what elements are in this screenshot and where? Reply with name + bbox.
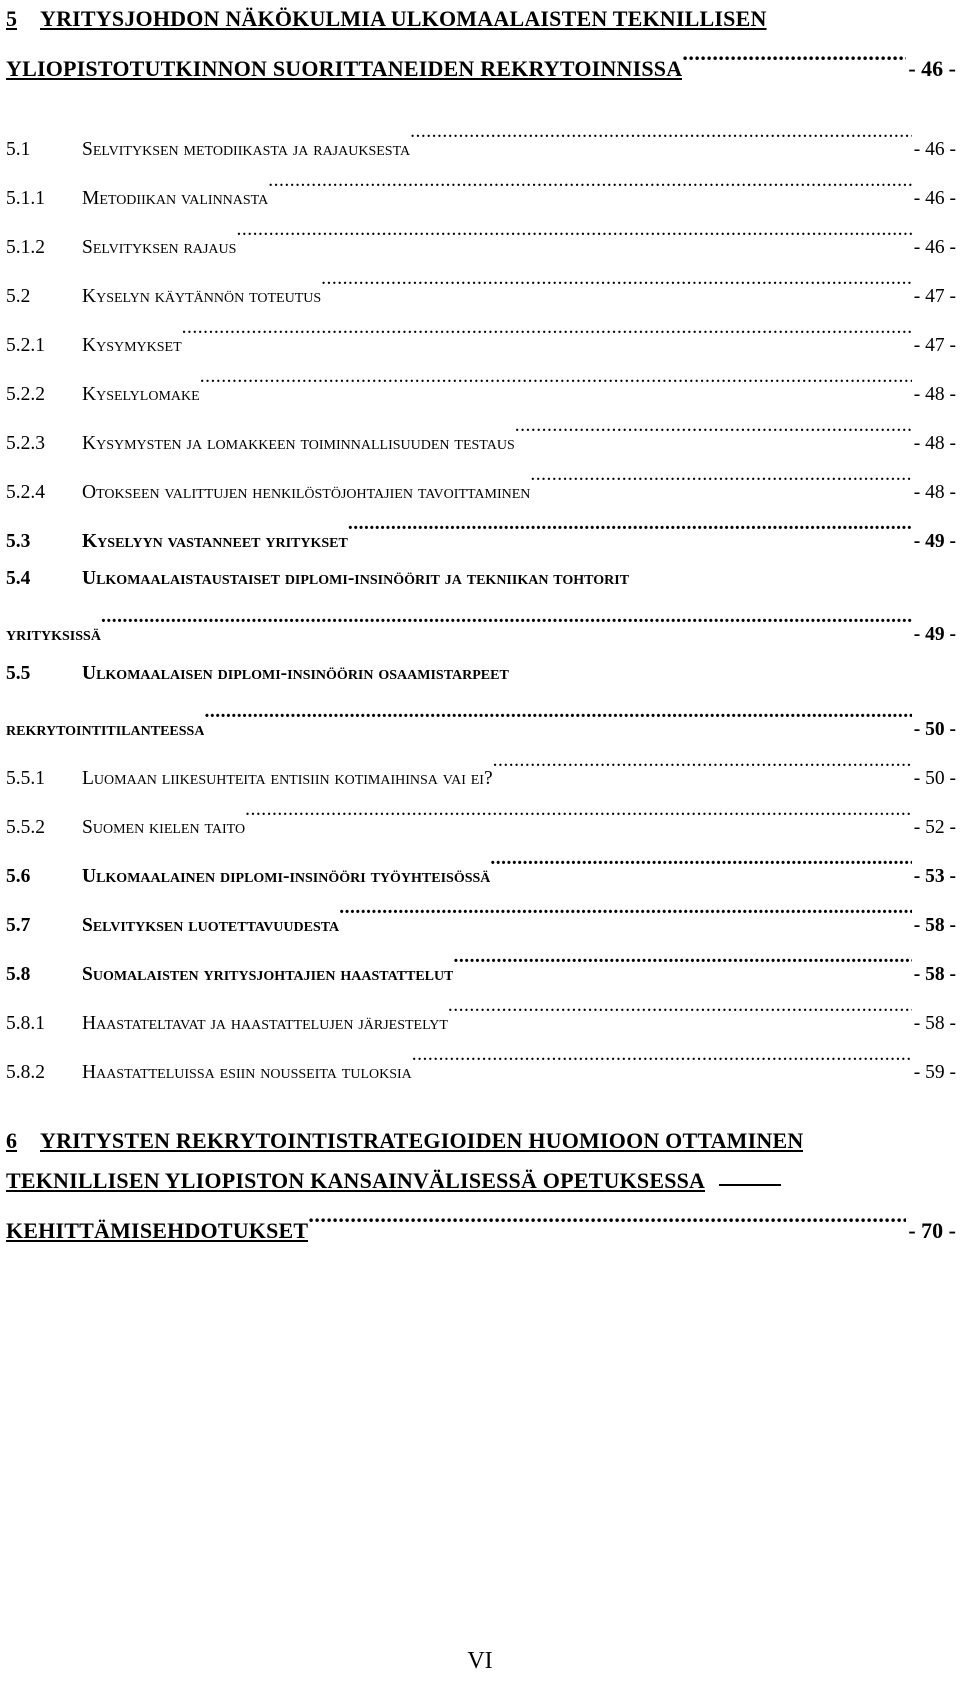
toc-entry-number: 5.7	[6, 915, 31, 936]
toc-entry-number: 5.1.1	[6, 188, 45, 209]
toc-entry-title: Ulkomaalainen diplomi-insinööri työyhteisössä	[82, 866, 491, 887]
toc-chapter-6-line3[interactable]	[6, 1204, 956, 1243]
toc-leader	[236, 219, 911, 253]
toc-entry-5-2-1[interactable]	[6, 317, 956, 356]
toc-entry-5-1-2[interactable]	[6, 219, 956, 258]
toc-entry-title: Kysymysten ja lomakkeen toiminnallisuuden testaus	[82, 433, 515, 454]
toc-entry-title-line1: Ulkomaalaisen diplomi-insinöörin osaamistarpeet	[82, 663, 509, 684]
toc-entry-page: - 47 -	[913, 286, 956, 307]
toc-entry-title: Suomalaisten yritysjohtajien haastattelut	[82, 964, 454, 985]
toc-entry-page: - 49 -	[913, 531, 956, 552]
toc-entry-title: Otokseen valittujen henkilöstöjohtajien tavoittaminen	[82, 482, 531, 503]
toc-entry-5-6[interactable]	[6, 848, 956, 887]
toc-entry-5-2-2[interactable]	[6, 366, 956, 405]
toc-entry-title: Kyselyyn vastanneet yritykset	[82, 531, 348, 552]
toc-leader	[493, 750, 912, 784]
toc-entry-title-line1: Ulkomaalaistaustaiset diplomi-insinöörit ja tekniikan tohtorit	[82, 568, 630, 589]
toc-chapter-6-title-line1: YRITYSTEN REKRYTOINTISTRATEGIOIDEN HUOMIOON OTTAMINEN	[40, 1128, 804, 1153]
toc-chapter-6-page: - 70 -	[908, 1218, 956, 1243]
toc-entry-5-2-4[interactable]	[6, 464, 956, 503]
page-number: VI	[467, 1648, 493, 1674]
toc-entry-page: - 50 -	[913, 719, 956, 740]
toc-entry-page: - 58 -	[913, 1013, 956, 1034]
toc-chapter-5-title-line2: YLIOPISTOTUTKINNON SUORITTANEIDEN REKRYTOINNISSA	[6, 56, 683, 81]
toc-leader	[530, 464, 911, 498]
toc-chapter-6-line2[interactable]	[6, 1164, 956, 1198]
toc-entry-number: 5.2	[6, 286, 31, 307]
toc-entry-number: 5.1.2	[6, 237, 45, 258]
toc-chapter-5-title-line1: YRITYSJOHDON NÄKÖKULMIA ULKOMAALAISTEN TEKNILLISEN	[40, 6, 767, 31]
toc-leader	[448, 995, 912, 1029]
toc-leader	[453, 946, 911, 980]
dash-separator	[719, 1184, 781, 1186]
toc-entry-5-4-line2[interactable]	[6, 606, 956, 645]
toc-entry-title: Haastateltavat ja haastattelujen järjestelyt	[82, 1013, 448, 1034]
toc-chapter-5-page: - 46 -	[908, 56, 956, 81]
toc-leader	[348, 513, 912, 547]
toc-entry-number: 5.4	[6, 568, 31, 589]
toc-entry-number: 5.5.2	[6, 817, 45, 838]
toc-leader	[321, 268, 912, 302]
toc-entry-title: Kyselylomake	[82, 384, 200, 405]
toc-entry-5-5-line2[interactable]	[6, 701, 956, 740]
toc-entry-number: 5.2.1	[6, 335, 45, 356]
toc-leader	[245, 799, 912, 833]
toc-entry-number: 5.8.1	[6, 1013, 45, 1034]
toc-entry-number: 5.5.1	[6, 768, 45, 789]
toc-chapter-6-line1[interactable]	[6, 1124, 956, 1158]
toc-entry-number: 5.6	[6, 866, 31, 887]
toc-entry-number: 5.8	[6, 964, 31, 985]
toc-entry-page: - 48 -	[913, 384, 956, 405]
toc-entry-5-8-2[interactable]	[6, 1044, 956, 1083]
toc-leader	[339, 897, 912, 931]
toc-entry-5-1-1[interactable]	[6, 170, 956, 209]
toc-entry-page: - 48 -	[913, 482, 956, 503]
toc-entry-page: - 49 -	[913, 624, 956, 645]
toc-entry-title: Metodiikan valinnasta	[82, 188, 269, 209]
toc-chapter-5-line2[interactable]	[6, 42, 956, 81]
toc-entry-title: Haastatteluissa esiin nousseita tuloksia	[82, 1062, 412, 1083]
toc-chapter-6-title-line3: KEHITTÄMISEHDOTUKSET	[6, 1218, 309, 1243]
toc-entry-page: - 47 -	[913, 335, 956, 356]
toc-entry-number: 5.5	[6, 663, 31, 684]
toc-entry-title: Kysymykset	[82, 335, 182, 356]
toc-entry-number: 5.1	[6, 139, 31, 160]
toc-entry-page: - 52 -	[913, 817, 956, 838]
toc-leader	[268, 170, 912, 204]
toc-leader	[308, 1204, 906, 1238]
toc-entry-page: - 53 -	[913, 866, 956, 887]
toc-leader	[682, 42, 906, 76]
toc-chapter-6-number: 6	[6, 1128, 17, 1153]
toc-entry-page: - 59 -	[913, 1062, 956, 1083]
toc-entry-5-4-line1[interactable]	[6, 562, 956, 596]
toc-entry-5-5-1[interactable]	[6, 750, 956, 789]
toc-entry-5-1[interactable]	[6, 121, 956, 160]
toc-leader	[410, 121, 912, 155]
toc-leader	[412, 1044, 912, 1078]
toc-leader	[490, 848, 911, 882]
toc-leader	[515, 415, 912, 449]
toc-entry-number: 5.2.2	[6, 384, 45, 405]
toc-entry-5-8[interactable]	[6, 946, 956, 985]
toc-entry-title: Suomen kielen taito	[82, 817, 246, 838]
toc-entry-number: 5.2.3	[6, 433, 45, 454]
toc-chapter-5-number: 5	[6, 6, 17, 31]
toc-entry-page: - 58 -	[913, 915, 956, 936]
toc-entry-5-5-2[interactable]	[6, 799, 956, 838]
toc-entry-5-8-1[interactable]	[6, 995, 956, 1034]
toc-entry-5-2-3[interactable]	[6, 415, 956, 454]
toc-leader	[182, 317, 912, 351]
toc-entry-5-5-line1[interactable]	[6, 657, 956, 691]
toc-entry-5-2[interactable]	[6, 268, 956, 307]
toc-entry-5-3[interactable]	[6, 513, 956, 552]
toc-chapter-5-line1[interactable]	[6, 2, 956, 36]
toc-entry-page: - 48 -	[913, 433, 956, 454]
toc-entry-page: - 50 -	[913, 768, 956, 789]
toc-entry-title: Luomaan liikesuhteita entisiin kotimaihinsa vai ei?	[82, 768, 493, 789]
toc-leader	[204, 701, 911, 735]
toc-entry-title-line2: rekrytointitilanteessa	[6, 719, 205, 740]
toc-entry-5-7[interactable]	[6, 897, 956, 936]
toc-entry-page: - 46 -	[913, 188, 956, 209]
toc-leader	[200, 366, 912, 400]
toc-entry-title: Selvityksen rajaus	[82, 237, 237, 258]
toc-entry-title: Selvityksen luotettavuudesta	[82, 915, 340, 936]
toc-entry-title-line2: yrityksissä	[6, 624, 101, 645]
toc-chapter-6-title-line2: TEKNILLISEN YLIOPISTON KANSAINVÄLISESSÄ OPETUKSESSA	[6, 1168, 706, 1193]
toc-entry-title: Selvityksen metodiikasta ja rajauksesta	[82, 139, 411, 160]
toc-entry-number: 5.3	[6, 531, 31, 552]
toc-entry-title: Kyselyn käytännön toteutus	[82, 286, 322, 307]
toc-entry-page: - 58 -	[913, 964, 956, 985]
toc-entry-page: - 46 -	[913, 237, 956, 258]
toc-entry-page: - 46 -	[913, 139, 956, 160]
toc-leader	[101, 606, 912, 640]
toc-entry-number: 5.2.4	[6, 482, 45, 503]
toc-entry-number: 5.8.2	[6, 1062, 45, 1083]
